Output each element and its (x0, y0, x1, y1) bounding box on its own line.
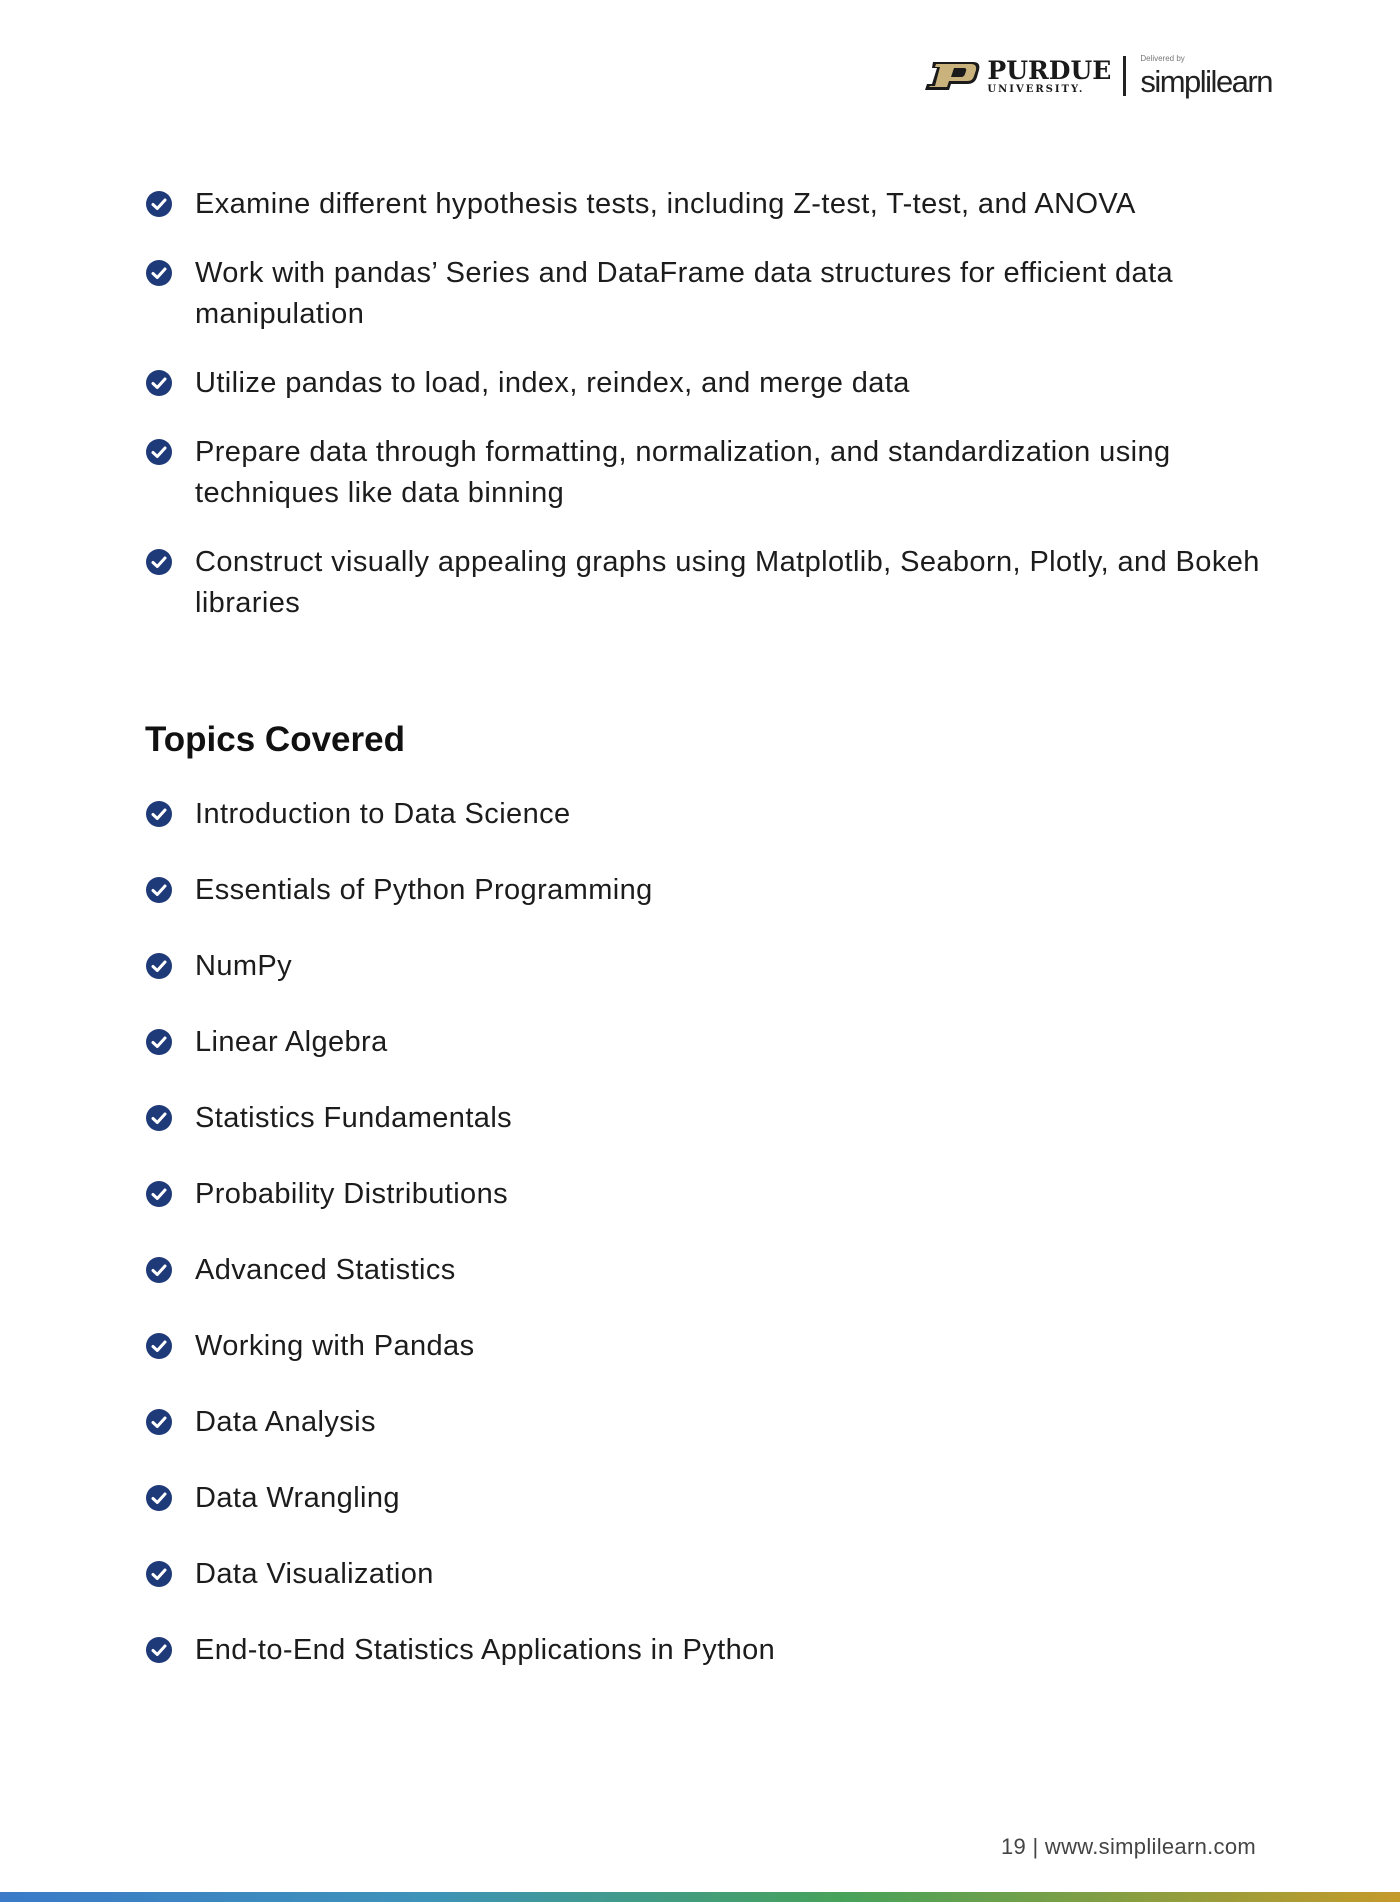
topic-item (145, 946, 1265, 987)
simplilearn-logo (1140, 55, 1272, 97)
objectives-list (145, 184, 1265, 624)
purdue-wordmark (987, 55, 1112, 95)
check-circle-icon (145, 1180, 173, 1208)
simplilearn-wordmark: simplilearn (1140, 64, 1272, 99)
topic-item-text: Advanced Statistics (195, 1254, 456, 1286)
website-link[interactable]: www.simplilearn.com (1044, 1834, 1256, 1859)
check-circle-icon (145, 1256, 173, 1284)
topic-item (145, 1174, 1265, 1215)
objective-item-text: Examine different hypothesis tests, including Z-test, T-test, and ANOVA (195, 188, 1136, 220)
check-circle-icon (145, 259, 173, 287)
check-circle-icon (145, 800, 173, 828)
check-circle-icon (145, 1408, 173, 1436)
page-number: 19 (1000, 1834, 1027, 1859)
topic-item-text: End-to-End Statistics Applications in Python (195, 1634, 776, 1666)
topic-item (145, 1022, 1265, 1063)
objective-item-text: Utilize pandas to load, index, reindex, and merge data (195, 367, 910, 399)
topic-item (145, 1478, 1265, 1519)
check-circle-icon (145, 876, 173, 904)
topic-item-text: Data Wrangling (195, 1482, 400, 1514)
topic-item (145, 794, 1265, 835)
check-circle-icon (145, 1560, 173, 1588)
topic-item-text: Data Analysis (195, 1406, 376, 1438)
topic-item-text: Essentials of Python Programming (195, 874, 653, 906)
check-circle-icon (145, 438, 173, 466)
footer-separator: | (1032, 1834, 1039, 1859)
check-circle-icon (145, 1484, 173, 1512)
check-circle-icon (145, 952, 173, 980)
logo-divider (1123, 56, 1126, 96)
objective-item (145, 542, 1265, 624)
topic-item (145, 1250, 1265, 1291)
topic-item-text: Working with Pandas (195, 1330, 475, 1362)
objective-item-text: Construct visually appealing graphs using Matplotlib, Seaborn, Plotly, and Bokeh libraries (195, 546, 1260, 619)
topic-item-text: Linear Algebra (195, 1026, 388, 1058)
topic-item-text: Introduction to Data Science (195, 798, 571, 830)
topic-item (145, 1326, 1265, 1367)
topic-item-text: Probability Distributions (195, 1178, 509, 1210)
footer-gradient-bar (0, 1892, 1400, 1902)
purdue-p-mark-icon (923, 59, 981, 93)
topics-list (145, 794, 1265, 1671)
topics-covered-heading: Topics Covered (145, 720, 405, 759)
check-circle-icon (145, 1104, 173, 1132)
check-circle-icon (145, 1028, 173, 1056)
topic-item (145, 1402, 1265, 1443)
topic-item (145, 870, 1265, 911)
check-circle-icon (145, 190, 173, 218)
objective-item (145, 253, 1265, 335)
delivered-by-label: Delivered by (1140, 54, 1185, 63)
purdue-name: PURDUE (987, 55, 1112, 85)
objective-item-text: Work with pandas’ Series and DataFrame data structures for efficient data manipulation (195, 257, 1174, 330)
header-logos (923, 52, 1272, 100)
objective-item (145, 432, 1265, 514)
topic-item-text: Data Visualization (195, 1558, 434, 1590)
check-circle-icon (145, 548, 173, 576)
topic-item-text: NumPy (195, 950, 293, 982)
check-circle-icon (145, 369, 173, 397)
objective-item-text: Prepare data through formatting, normalization, and standardization using techniques like data binning (195, 436, 1171, 509)
page-content (145, 184, 1265, 1706)
topic-item (145, 1554, 1265, 1595)
footer (1001, 1834, 1256, 1860)
objective-item (145, 184, 1265, 225)
check-circle-icon (145, 1636, 173, 1664)
purdue-logo (923, 55, 1112, 95)
topic-item (145, 1098, 1265, 1139)
purdue-subtitle: UNIVERSITY. (987, 83, 1085, 95)
objective-item (145, 363, 1265, 404)
topic-item (145, 1630, 1265, 1671)
topic-item-text: Statistics Fundamentals (195, 1102, 513, 1134)
check-circle-icon (145, 1332, 173, 1360)
